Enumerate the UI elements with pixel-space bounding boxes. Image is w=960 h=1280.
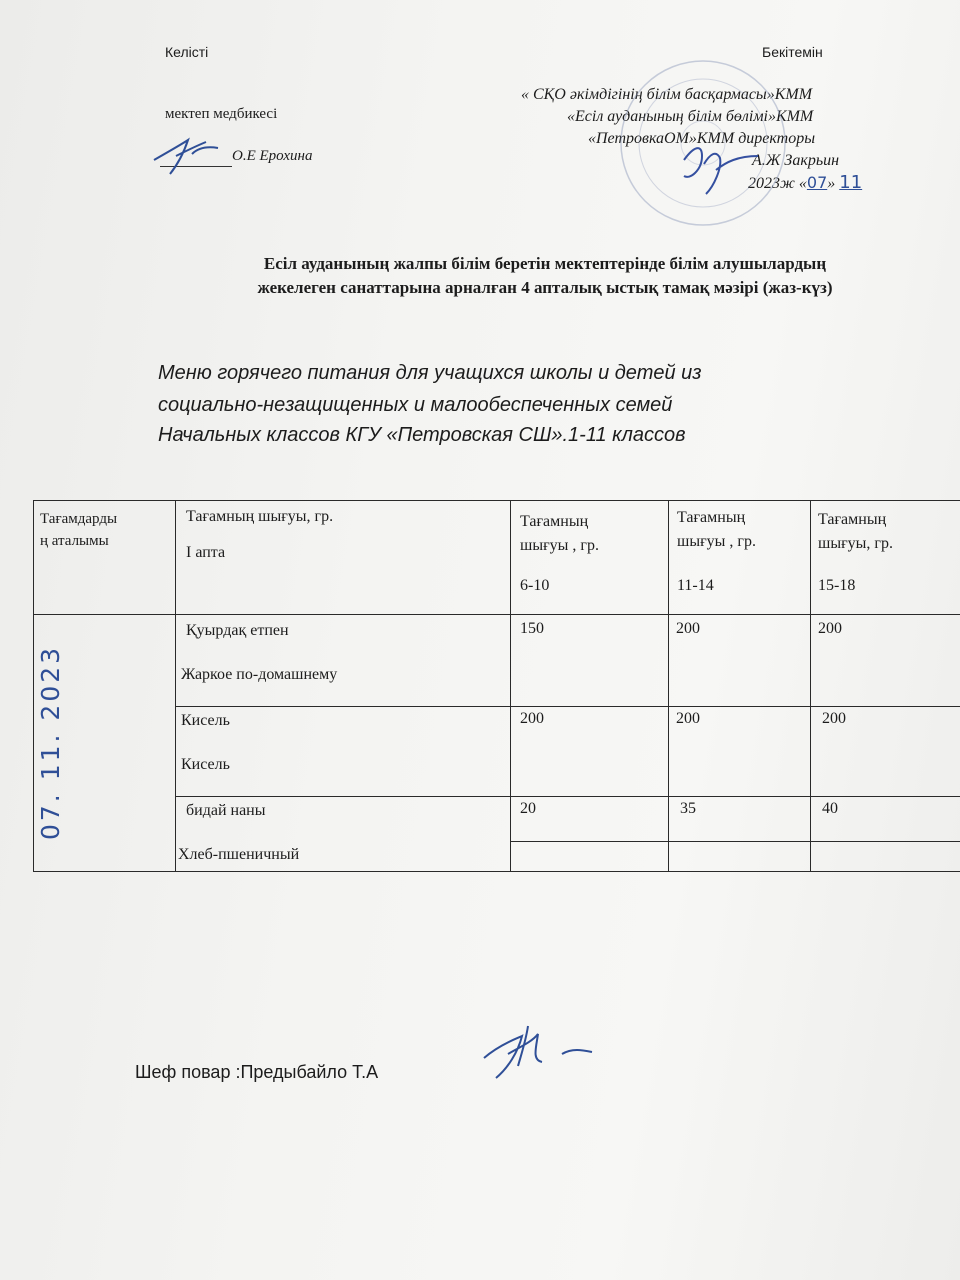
approval-right-title: Бекітемін (762, 44, 823, 60)
table-border (175, 796, 960, 797)
header-col3-line2: шығуы , гр. (520, 537, 599, 554)
table-row-3-value-11-14: 35 (680, 800, 696, 817)
table-row-2-name-kz: Кисель (181, 712, 230, 729)
title-kz-line2: жекелеген санаттарына арналған 4 апталық ыстық тамақ мәзірі (жаз-күз) (257, 278, 833, 297)
director-signature (676, 136, 766, 200)
table-border (33, 614, 960, 615)
header-col4 (677, 506, 756, 598)
org-line-1: « СҚО әкімдігінің білім басқармасы»КММ (521, 86, 813, 103)
table-row-1-name-ru: Жаркое по-домашнему (181, 666, 338, 683)
header-col2-line1: Тағамның шығуы, гр. (186, 508, 334, 525)
header-col1 (40, 508, 117, 552)
table-border (668, 500, 669, 872)
header-col3 (520, 510, 599, 598)
header-col1-line1: Тағамдарды (40, 511, 118, 527)
table-row-2-value-6-10: 200 (520, 710, 544, 727)
table-border (33, 871, 960, 872)
org-line-2: «Есіл ауданының білім бөлімі»КММ (567, 108, 814, 125)
date-separator: » (827, 175, 836, 192)
date-day: 07 (806, 173, 828, 192)
table-border (510, 841, 960, 842)
table-row-3-name-ru: Хлеб-пшеничный (178, 846, 300, 863)
approval-left-title: Келісті (165, 44, 209, 60)
date-month: 11 (839, 172, 863, 193)
table-border (33, 500, 960, 501)
handwritten-date: 07. 11. 2023 (36, 644, 65, 840)
header-col5-line1: Тағамның (818, 511, 887, 528)
table-border (33, 500, 34, 872)
table-row-2-value-15-18: 200 (822, 710, 846, 727)
header-col4-line2: шығуы , гр. (677, 533, 756, 550)
header-col3-line1: Тағамның (520, 513, 589, 530)
org-line-3: «ПетровкаОМ»КММ директоры (588, 130, 816, 147)
table-border (510, 500, 511, 872)
title-ru-line3: Начальных классов КГУ «Петровская СШ».1-11 классов (158, 424, 686, 446)
nurse-signature (148, 130, 228, 180)
chef-signature-line: Шеф повар :Предыбайло Т.А (135, 1062, 379, 1082)
date-prefix: 2023ж « (748, 175, 807, 192)
header-col2-line2: І апта (186, 544, 226, 561)
chef-signature (478, 1018, 598, 1086)
table-row-2-name-ru: Кисель (181, 756, 230, 773)
table-row-1-name-kz: Қуырдақ етпен (186, 622, 289, 639)
nurse-name: О.Е Ерохина (232, 148, 313, 164)
nurse-role: мектеп медбикесі (165, 106, 278, 122)
table-row-1-value-11-14: 200 (676, 620, 700, 637)
table-border (175, 706, 960, 707)
table-row-3-name-kz: бидай наны (186, 802, 266, 819)
header-col5-line3: 15-18 (818, 577, 856, 594)
table-row-1-value-6-10: 150 (520, 620, 544, 637)
table-row-3-value-6-10: 20 (520, 800, 536, 817)
table-row-2-value-11-14: 200 (676, 710, 700, 727)
director-name: А.Ж Закрьин (752, 152, 840, 169)
header-col5 (818, 508, 893, 598)
table-border (175, 500, 176, 872)
header-col2 (186, 508, 333, 562)
table-row-3-value-15-18: 40 (822, 800, 838, 817)
header-col4-line3: 11-14 (677, 577, 714, 594)
header-col3-line3: 6-10 (520, 577, 550, 594)
header-col5-line2: шығуы, гр. (818, 535, 893, 552)
table-border (810, 500, 811, 872)
table-row-1-value-15-18: 200 (818, 620, 842, 637)
title-ru-line1: Меню горячего питания для учащихся школы и детей из (158, 362, 702, 384)
header-col1-line2: ң аталымы (40, 533, 109, 549)
title-kz-line1: Есіл ауданының жалпы білім беретін мектептерінде білім алушылардың (263, 254, 827, 273)
title-ru-line2: социально-незащищенных и малообеспеченных семей (158, 394, 673, 416)
header-col4-line1: Тағамның (677, 509, 746, 526)
